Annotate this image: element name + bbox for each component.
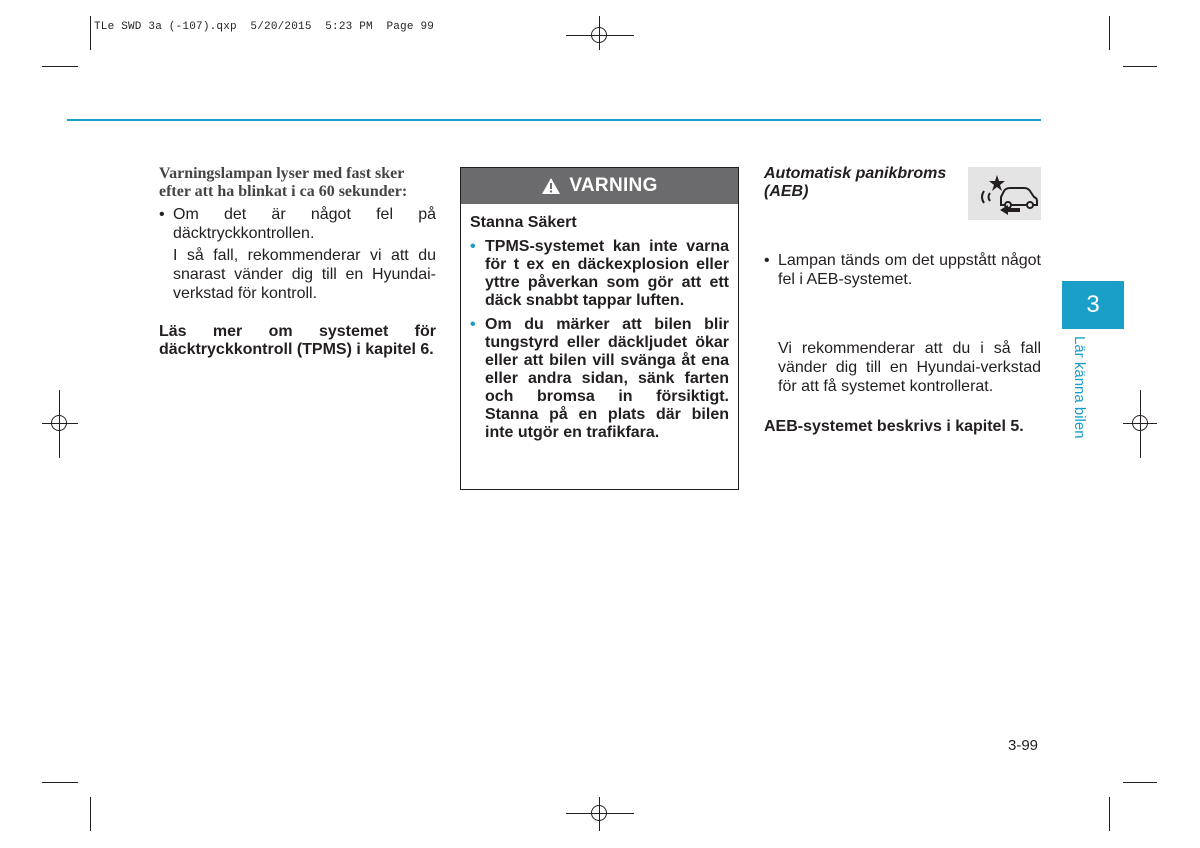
chapter-label: Lär känna bilen <box>1071 336 1088 439</box>
crop-mark <box>1109 797 1110 831</box>
list-item-continuation: I så fall, rekommenderar vi att du snarast vänder dig till en Hyundai-verkstad för kontroll. <box>173 247 436 302</box>
warning-header <box>461 168 738 204</box>
aeb-title: Automatisk panikbroms (AEB) <box>764 165 947 200</box>
warning-item-text: Om du märker att bilen blir tungstyrd eller däckljudet ökar eller att bilen vill svänga åt ena eller andra sidan, sänk farten och bromsa in försiktigt. Stanna på en plats där bilen inte utgör en trafikfara. <box>485 316 729 441</box>
bullet-dot: • <box>159 206 165 223</box>
print-slug: TLe SWD 3a (-107).qxp 5/20/2015 5:23 PM Page 99 <box>94 21 435 33</box>
chapter-tab <box>1062 281 1124 329</box>
page-number: 3-99 <box>1008 737 1039 754</box>
crop-mark <box>90 797 91 831</box>
crop-mark <box>42 782 78 783</box>
bullet-dot: • <box>470 238 476 255</box>
bullet-dot: • <box>470 316 476 333</box>
warning-title: Stanna Säkert <box>470 214 577 231</box>
crop-mark <box>1123 66 1157 67</box>
left-column <box>159 165 436 359</box>
header-rule <box>67 119 1041 121</box>
chapter-number: 3 <box>1086 291 1100 318</box>
crop-mark <box>90 16 91 50</box>
warning-triangle-icon <box>541 177 561 195</box>
list-item <box>764 251 1041 289</box>
chapter-reference: Läs mer om systemet för däcktryckkontroll (TPMS) i kapitel 6. <box>159 323 436 358</box>
warning-lamp-heading: Varningslampan lyser med fast sker efter att ha blinkat i ca 60 sekunder: <box>159 165 408 200</box>
crop-mark <box>42 66 78 67</box>
list-item-text: Lampan tänds om det uppstått något fel i AEB-systemet. <box>778 252 1041 288</box>
warning-box <box>460 167 739 490</box>
warning-body <box>461 204 738 442</box>
crop-mark <box>1109 16 1110 50</box>
list-item <box>159 205 436 243</box>
warning-item-text: TPMS-systemet kan inte varna för t ex en däckexplosion eller yttre påverkan som gör att ett däck snabbt tappar luften. <box>485 238 729 309</box>
bullet-dot: • <box>764 252 770 269</box>
aeb-warning-icon <box>968 167 1041 220</box>
list-item-text: Om det är något fel på däcktryckkontrollen. <box>173 206 436 242</box>
list-item-continuation: Vi rekommenderar att du i så fall vänder dig till en Hyundai-verkstad för att få systemet kontrollerat. <box>778 340 1041 395</box>
crop-mark <box>1123 782 1157 783</box>
warning-item <box>470 238 729 310</box>
warning-header-label: VARNING <box>569 175 658 196</box>
warning-item <box>470 316 729 442</box>
chapter-reference: AEB-systemet beskrivs i kapitel 5. <box>764 418 1024 435</box>
